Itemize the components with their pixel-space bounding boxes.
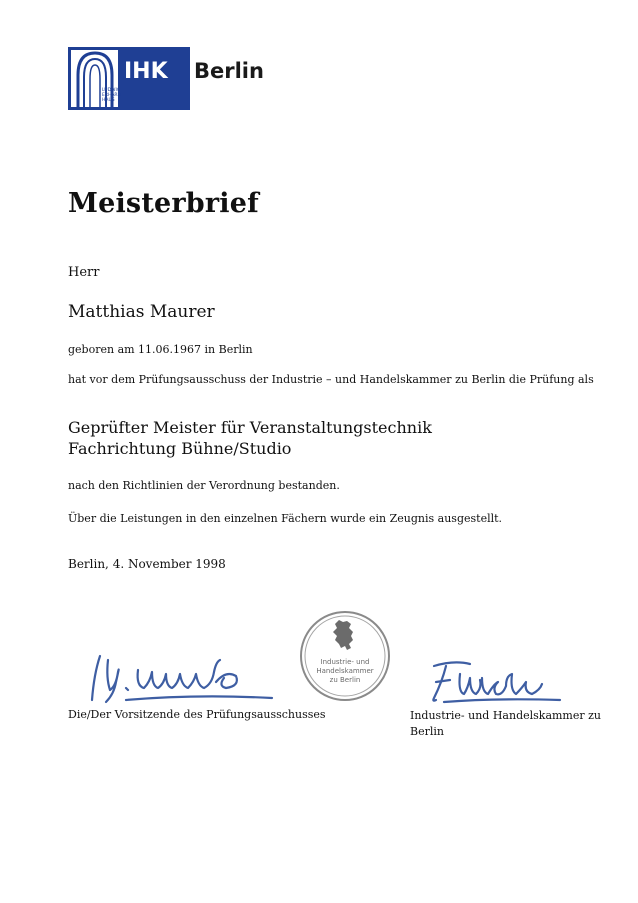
official-seal [299,610,391,702]
logo-abbr: IHK [124,59,168,84]
report-line: Über die Leistungen in den einzelnen Fächern wurde ein Zeugnis ausgestellt. [68,512,503,525]
seal-line-2: Handelskammer [316,667,374,675]
intro-line: hat vor dem Prüfungsausschuss der Industrie – und Handelskammer zu Berlin die Prüfung als [68,373,594,386]
seal-line-3: zu Berlin [329,676,361,684]
place-date: Berlin, 4. November 1998 [68,557,226,571]
chair-caption: Die/Der Vorsitzende des Prüfungsausschusses [68,708,326,721]
logo-city: Berlin [194,59,264,83]
recipient-name: Matthias Maurer [68,302,215,322]
chamber-signature [424,654,564,706]
chamber-caption: Industrie- und Handelskammer zu Berlin [410,709,602,738]
ihk-berlin-logo [68,47,268,110]
emblem-text-2: ERHARD [102,93,122,98]
qualification-specialty: Fachrichtung Bühne/Studio [68,439,292,458]
salutation: Herr [68,265,100,280]
chair-signature [86,642,276,708]
document-title: Meisterbrief [68,188,259,219]
emblem-text-1: LUDWIG [102,88,121,93]
seal-line-1: Industrie- und [320,658,370,666]
emblem-text-3: HAUS [102,98,115,103]
birth-line: geboren am 11.06.1967 in Berlin [68,343,253,356]
qualification-title: Geprüfter Meister für Veranstaltungstechnik [68,418,432,437]
result-line: nach den Richtlinien der Verordnung bestanden. [68,479,340,492]
